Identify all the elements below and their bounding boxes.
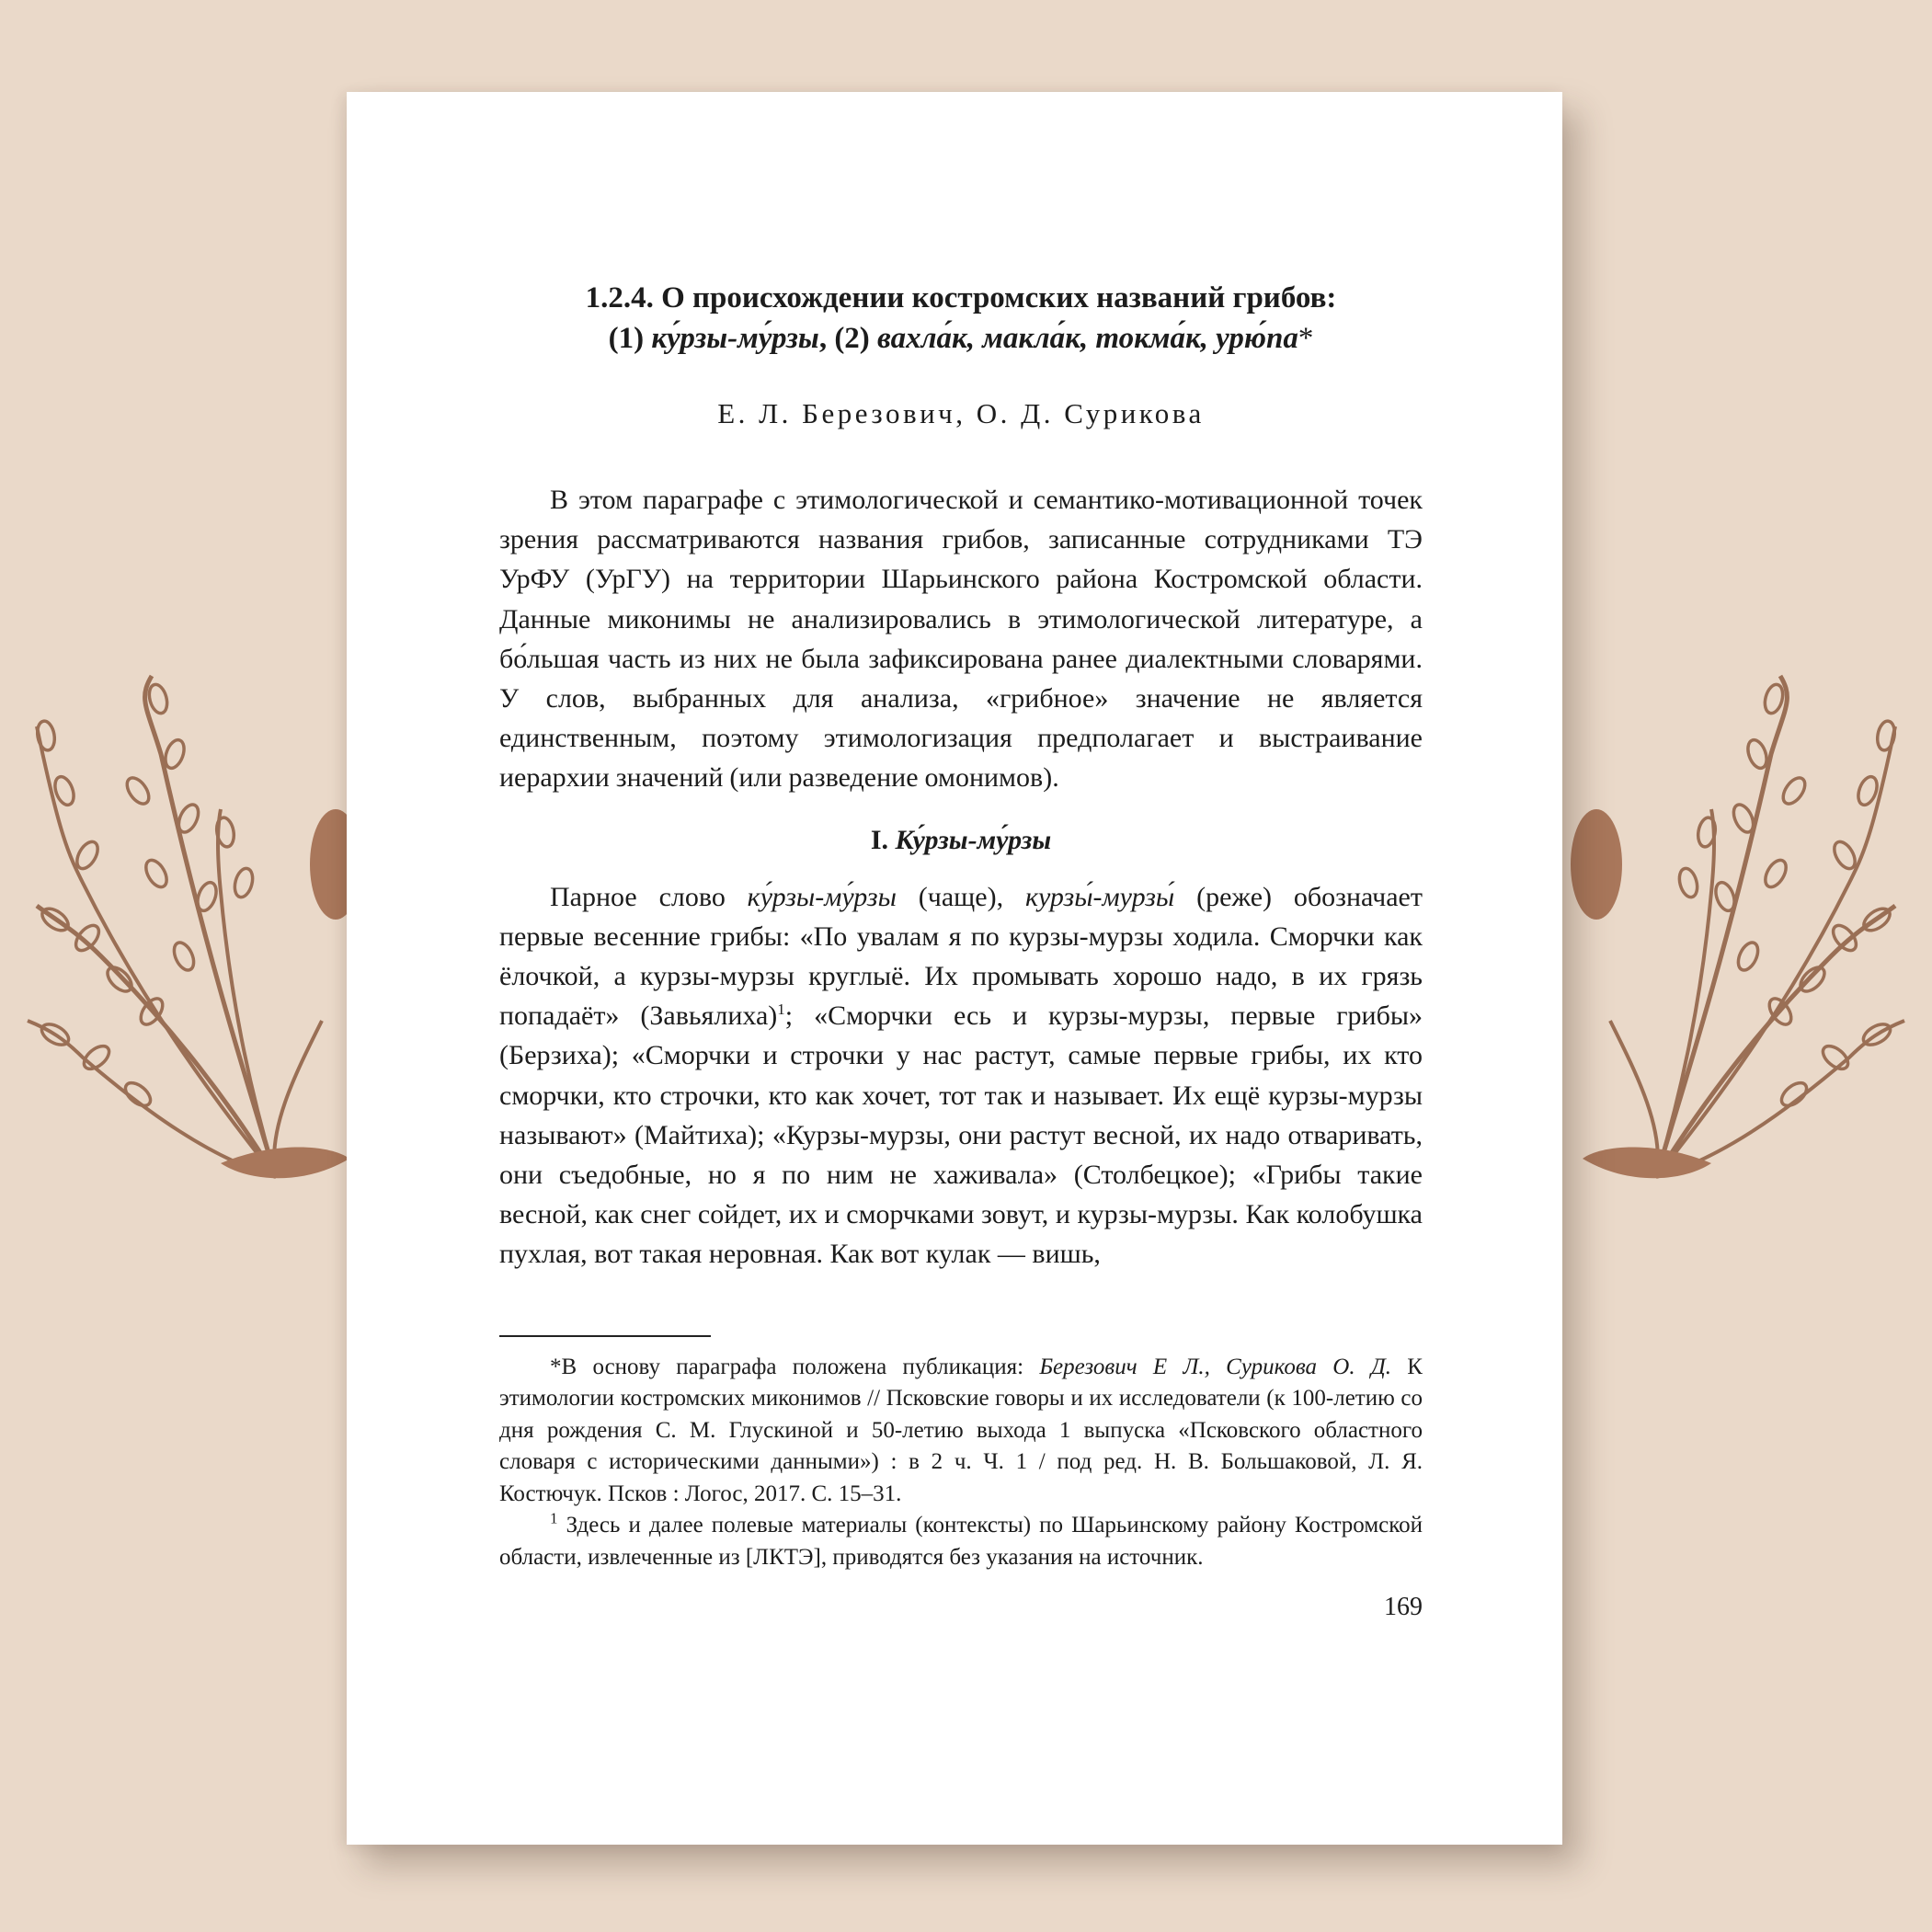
footnote-star <box>499 1352 1423 1511</box>
text-run: Здесь и далее полевые материалы (контексты) по Шарьинскому району Костромской области, извлеченные из [ЛКТЭ], приводятся без указания на источник. <box>499 1513 1423 1570</box>
footnote-number: 1 <box>550 1509 558 1527</box>
heading-term: ку́рзы-му́рзы <box>651 322 819 355</box>
left-willow-ornament <box>28 676 361 1178</box>
heading-asterisk: * <box>1298 322 1314 355</box>
footnotes <box>499 1352 1423 1574</box>
text-run: (реже) обозначает первые весенние грибы: «По увалам я по курзы-мурзы ходила. Сморчки как ёлочкой, а курзы-мурзы круглыё. Их промывать хорошо надо, в их грязь попадаёт» (Завьялиха) <box>499 881 1423 1032</box>
term-italic: курзы́-мурзы́ <box>1024 881 1175 912</box>
right-willow-ornament <box>1571 676 1904 1178</box>
heading-part: , (2) <box>818 322 878 355</box>
cited-authors: Березович Е Л., Сурикова О. Д. <box>1039 1354 1392 1379</box>
authors: Е. Л. Березович, О. Д. Сурикова <box>717 397 1205 429</box>
text-run: *В основу параграфа положена публикация: <box>550 1354 1040 1379</box>
text-run: ; «Сморчки есь и курзы-мурзы, первые грибы» (Берзиха); «Сморчки и строчки у нас растут, самые первые грибы, их кто сморчки, кто строчки, кто как хочет, тот так и называет. Их ещё курзы-мурзы называют» (Майтиха); «Курзы-мурзы, они растут весной, их надо отваривать, они съедобные, но я по ним не хаживала» (Столбецкое); «Грибы такие весной, как снег сойдет, их и сморчками зовут, и курзы-мурзы. Как колобушка пухлая, вот такая неровная. Как вот кулак — вишь, <box>499 1000 1423 1270</box>
article-body <box>499 480 1423 1275</box>
page-content <box>499 278 1423 1623</box>
term-italic: ку́рзы-му́рзы <box>747 881 897 912</box>
page-number: 169 <box>1384 1593 1423 1622</box>
text-run: Парное слово <box>550 881 748 912</box>
intro-paragraph: В этом параграфе с этимологической и семантико-мотивационной точек зрения рассматриваются названия грибов, записанные сотрудниками ТЭ УрФУ (УрГУ) на территории Шарьинского района Костромской области. Данные миконимы не анализировались в этимологической литературе, а бо́льшая часть из них не была зафиксирована ранее диалектными словарями. У слов, выбранных для анализа, «грибное» значение не является единственным, поэтому этимологизация предполагает и выстраивание иерархии значений (или разведение омонимов). <box>499 485 1423 794</box>
text-run: К этимологии костромских миконимов // Псковские говоры и их исследователи (к 100-летию со дня рождения С. М. Глускиной и 50-летию выхода 1 выпуска «Псковского областного словаря с историческими данными») : в 2 ч. Ч. 1 / под ред. Н. В. Большаковой, Л. Я. Костючук. Псков : Логос, 2017. С. 15–31. <box>499 1354 1423 1506</box>
footnote-divider <box>499 1335 711 1337</box>
heading-line-1: 1.2.4. О происхождении костромских названий грибов: <box>585 281 1337 314</box>
paragraph-kurzy-murzy <box>499 877 1423 1275</box>
document-page <box>347 92 1562 1845</box>
heading-part: (1) <box>608 322 652 355</box>
subsection-number: I. <box>870 824 896 855</box>
subsection-name: Ку́рзы-му́рзы <box>895 824 1052 855</box>
text-run: (чаще), <box>896 881 1025 912</box>
heading-terms: вахла́к, макла́к, токма́к, урю́па <box>877 322 1298 355</box>
heading-line-2 <box>499 318 1423 359</box>
footnote-1 <box>499 1510 1423 1573</box>
section-heading <box>499 278 1423 359</box>
subsection-title <box>499 822 1423 859</box>
footnote-ref[interactable]: 1 <box>777 1000 785 1019</box>
